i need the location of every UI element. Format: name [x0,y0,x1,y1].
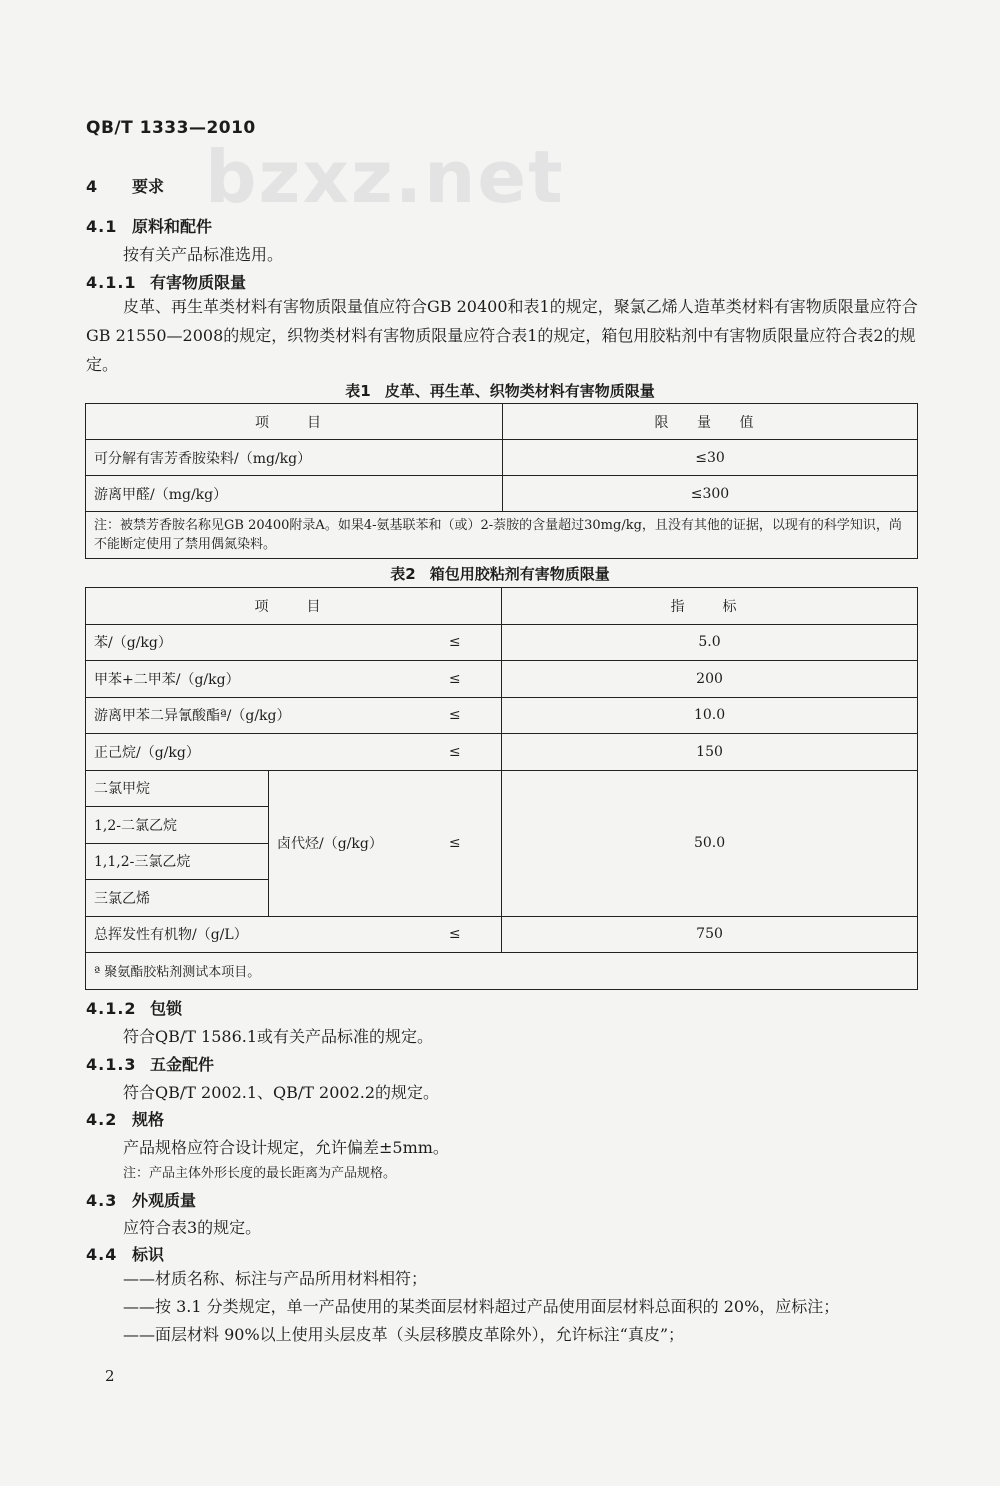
table-row [86,734,918,771]
table2-note: ª 聚氨酯胶粘剂测试本项目。 [86,953,918,990]
table1-header-row [86,404,918,440]
table2-row-voc-value: 750 [502,916,918,953]
section-4-1-1-heading: 4.1.1 有害物质限量 [86,273,247,292]
section-4-1-heading: 4.1 原料和配件 [86,217,213,236]
section-4-3-heading: 4.3 外观质量 [86,1191,197,1210]
table-row [86,770,918,807]
table-row [86,916,918,953]
table1-header-value: 限 量 值 [503,404,918,440]
le-symbol: ≤ [409,624,502,661]
section-4-heading: 4 要求 [86,177,165,196]
le-symbol: ≤ [409,661,502,698]
section-4-1-text: 按有关产品标准选用。 [123,245,284,264]
section-4-4-heading: 4.4 标识 [86,1245,165,1264]
watermark: bzxz.net [205,135,565,219]
table2-row-benzene-item: 苯/（g/kg） [86,624,409,661]
table2-header-item: 项 目 [86,588,502,625]
section-4-1-3-heading: 4.1.3 五金配件 [86,1055,215,1074]
section-4-1-3-text: 符合QB/T 2002.1、QB/T 2002.2的规定。 [123,1083,440,1102]
table2-halo-group: 卤代烃/（g/kg） [269,770,409,916]
table2-row-benzene-value: 5.0 [502,624,918,661]
table-row [86,697,918,734]
table2 [85,587,918,990]
le-symbol: ≤ [409,697,502,734]
table1-row2-value: ≤300 [503,476,918,512]
table1-row1-item: 可分解有害芳香胺染料/（mg/kg） [86,440,503,476]
table-row [86,476,918,512]
table2-row-hexane-value: 150 [502,734,918,771]
table2-halo-sub-2: 1,2-二氯乙烷 [86,807,269,844]
table2-row-tdi-value: 10.0 [502,697,918,734]
le-symbol: ≤ [409,916,502,953]
section-4-2-text: 产品规格应符合设计规定，允许偏差±5mm。 [123,1138,449,1157]
table1-row1-value: ≤30 [503,440,918,476]
table-row [86,440,918,476]
section-4-2-note: 注：产品主体外形长度的最长距离为产品规格。 [123,1166,397,1181]
table2-halo-sub-4: 三氯乙烯 [86,880,269,917]
le-symbol: ≤ [409,770,502,916]
table-row [86,624,918,661]
table1 [85,403,918,559]
table2-row-toluene-item: 甲苯+二甲苯/（g/kg） [86,661,409,698]
table2-header-value: 指 标 [502,588,918,625]
list-item: ——材质名称、标注与产品所用材料相符； [123,1269,428,1288]
table2-row-tdi-item: 游离甲苯二异氰酸酯ª/（g/kg） [86,697,409,734]
table2-row-hexane-item: 正己烷/（g/kg） [86,734,409,771]
table-row [86,661,918,698]
standard-code: QB/T 1333—2010 [86,118,256,138]
list-item: ——面层材料 90%以上使用头层皮革（头层移膜皮革除外），允许标注“真皮”； [123,1325,685,1344]
section-4-3-text: 应符合表3的规定。 [123,1218,262,1237]
page-number: 2 [105,1367,115,1385]
le-symbol: ≤ [409,734,502,771]
table2-halo-value: 50.0 [502,770,918,916]
table2-caption: 表2 箱包用胶粘剂有害物质限量 [390,565,610,583]
section-4-1-1-text: 皮革、再生革类材料有害物质限量值应符合GB 20400和表1的规定，聚氯乙烯人造革类材料有害物质限量应符合GB 21550—2008的规定，织物类材料有害物质限量应符合表1的规定，箱包用胶粘剂中有害物质限量应符合表2的规定。 [86,297,918,374]
section-4-4-list [123,1265,839,1349]
table1-header-item: 项 目 [86,404,503,440]
table1-row2-item: 游离甲醛/（mg/kg） [86,476,503,512]
section-4-1-2-text: 符合QB/T 1586.1或有关产品标准的规定。 [123,1027,434,1046]
table1-caption: 表1 皮革、再生革、织物类材料有害物质限量 [345,382,655,400]
list-item: ——按 3.1 分类规定，单一产品使用的某类面层材料超过产品使用面层材料总面积的 20%，应标注； [123,1297,840,1316]
table2-row-toluene-value: 200 [502,661,918,698]
table1-note: 注：被禁芳香胺名称见GB 20400附录A。如果4-氨基联苯和（或）2-萘胺的含量超过30mg/kg，且没有其他的证据，以现有的科学知识，尚不能断定使用了禁用偶氮染料。 [86,512,918,559]
table2-halo-sub-3: 1,1,2-三氯乙烷 [86,843,269,880]
table2-halo-sub-1: 二氯甲烷 [86,770,269,807]
table2-row-voc-item: 总挥发性有机物/（g/L） [86,916,409,953]
section-4-1-2-heading: 4.1.2 包锁 [86,999,183,1018]
section-4-2-heading: 4.2 规格 [86,1110,165,1129]
table2-header-row [86,588,918,625]
